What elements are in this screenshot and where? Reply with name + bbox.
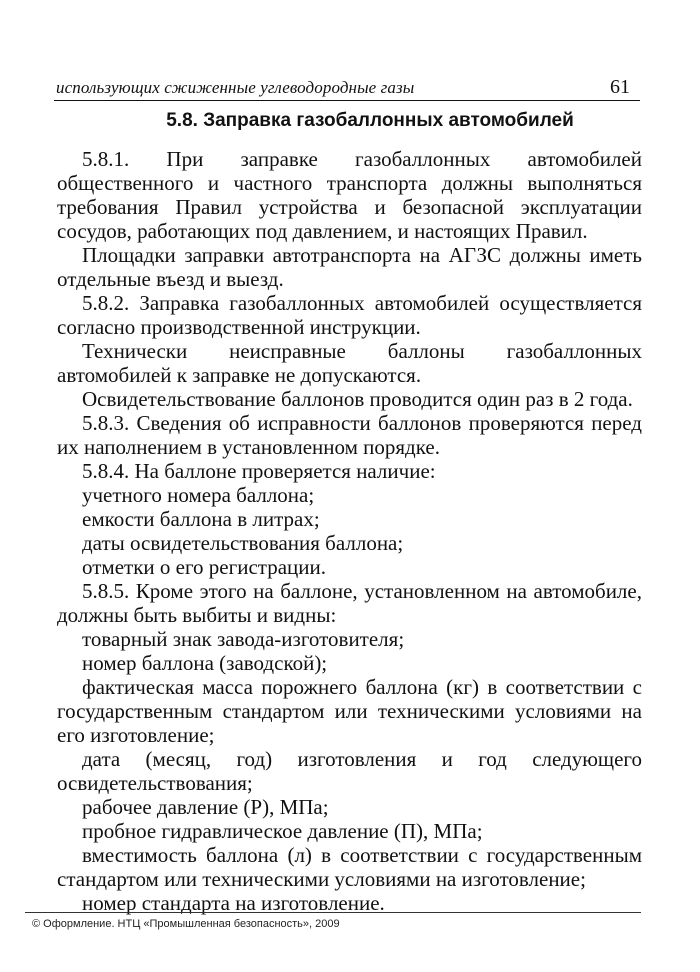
running-title: использующих сжиженные углеводородные газы (56, 78, 415, 97)
list-item: вместимость баллона (л) в соответствии с государственным стандартом или техническими условиями на изготовление; (57, 843, 642, 891)
running-header (54, 78, 640, 101)
paragraph: Технически неисправные баллоны газобаллонных автомобилей к заправке не допускаются. (57, 339, 642, 387)
paragraph: 5.8.3. Сведения об исправности баллонов проверяются перед их наполнением в установленном порядке. (57, 411, 642, 459)
paragraph: Освидетельствование баллонов проводится один раз в 2 года. (82, 387, 633, 411)
list-item: рабочее давление (Р), МПа; (82, 795, 329, 819)
paragraph: Площадки заправки автотранспорта на АГЗС должны иметь отдельные въезд и выезд. (57, 243, 642, 291)
paragraph: 5.8.1. При заправке газобаллонных автомобилей общественного и частного транспорта должны выполняться требования Правил устройства и безопасной эксплуатации сосудов, работающих под давлением, и настоящих Правил. (57, 147, 642, 243)
section-title: 5.8. Заправка газобаллонных автомобилей (166, 110, 574, 131)
list-item: номер баллона (заводской); (82, 651, 328, 675)
list-item: отметки о его регистрации. (82, 555, 327, 579)
paragraph: 5.8.2. Заправка газобаллонных автомобилей осуществляется согласно производственной инструкции. (57, 291, 642, 339)
page-number: 61 (610, 76, 630, 98)
body-text (57, 147, 642, 915)
paragraph: 5.8.4. На баллоне проверяется наличие: (82, 459, 436, 483)
list-item: пробное гидравлическое давление (П), МПа; (82, 819, 483, 843)
list-item: номер стандарта на изготовление. (82, 891, 385, 915)
list-item: емкости баллона в литрах; (82, 507, 320, 531)
paragraph: 5.8.5. Кроме этого на баллоне, установленном на автомобиле, должны быть выбиты и видны: (57, 579, 642, 627)
list-item: фактическая масса порожнего баллона (кг) в соответствии с государственным стандартом или техническими условиями на его изготовление; (57, 675, 642, 747)
list-item: дата (месяц, год) изготовления и год следующего освидетельствования; (57, 747, 642, 795)
list-item: учетного номера баллона; (82, 483, 315, 507)
list-item: даты освидетельствования баллона; (82, 531, 404, 555)
footer-copyright: © Оформление. НТЦ «Промышленная безопасность», 2009 (32, 918, 340, 930)
list-item: товарный знак завода-изготовителя; (82, 627, 405, 651)
footer-rule (25, 912, 641, 913)
